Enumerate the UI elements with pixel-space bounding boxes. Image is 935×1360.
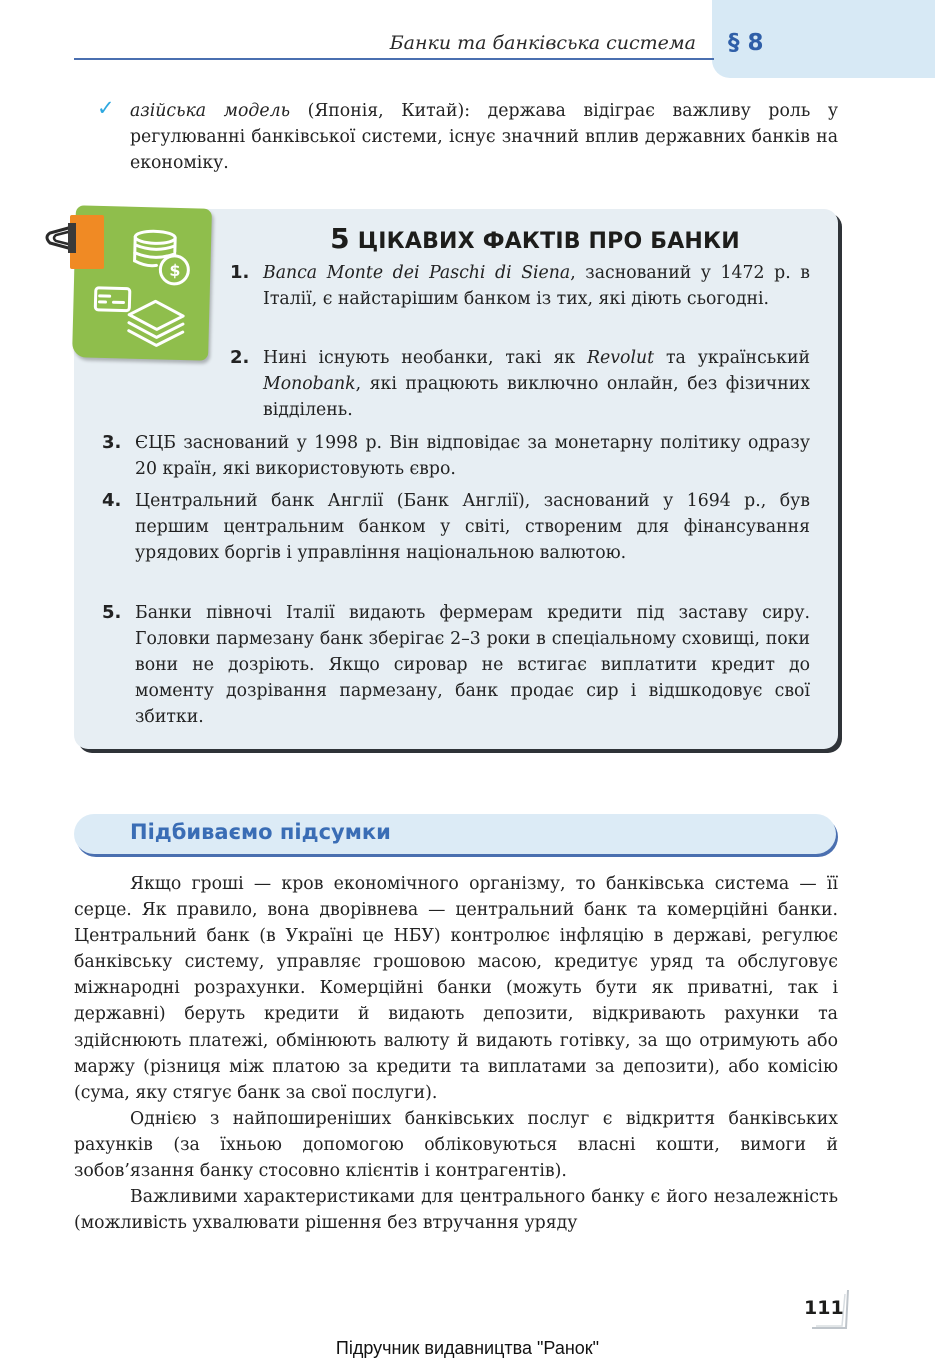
paper-clip-icon bbox=[44, 213, 110, 271]
facts-title-text: ЦІКАВИХ ФАКТІВ ПРО БАНКИ bbox=[357, 229, 740, 254]
fact-number: 3. bbox=[102, 432, 122, 453]
page-number: 111 bbox=[804, 1297, 844, 1319]
asian-model-term: азійська модель bbox=[130, 101, 290, 121]
fact-item-5 bbox=[102, 600, 810, 730]
fact-bank-name: Banca Monte dei Paschi di Siena bbox=[263, 263, 571, 283]
summary-paragraph: Якщо гроші — кров економічного організму, то банківська система — її серце. Як правило, вона дворівнева — центральний банк та комерційні банки. Центральний банк (в Україні це НБУ) контролює інфляцію в державі, регулює банківську систему, управляє грошовою масою, кредитує уряд та обслуговує міжнародні розрахунки. Комерційні банки (можуть бути як приватні, так і державні) беруть кредити й видають депозити, відкривають рахунки та здійснюють платежі, обмінюють валюту й видають готівку, за що отримують або маржу (різниця між платою за кредити та виплатами за депозити), або комісію (сума, яку стягує банк за свої послуги). bbox=[74, 874, 838, 1103]
asian-model-paragraph bbox=[130, 98, 838, 176]
fact-brand-monobank: Monobank bbox=[263, 374, 356, 395]
fact-text: ЄЦБ заснований у 1998 р. Він відповідає за монетарну політику одразу 20 країн, які використовують євро. bbox=[135, 433, 810, 480]
fact-text: Банки півночі Італії видають фермерам кредити під заставу сиру. Головки пармезану банк зберігає 2–3 роки в спеціальному сховищі, поки вони не дозріють. Якщо сировар не встигає виплатити кредит до моменту дозрівання пармезану, банк продає сир і відшкодовує свої збитки. bbox=[135, 603, 810, 728]
fact-item-2 bbox=[230, 345, 810, 423]
fact-item-3 bbox=[102, 430, 810, 482]
header-rule bbox=[74, 58, 714, 60]
fact-text: , які працюють виключно онлайн, без фізичних відділень. bbox=[263, 374, 810, 421]
facts-title bbox=[230, 222, 840, 255]
summary-title: Підбиваємо підсумки bbox=[130, 820, 391, 844]
fact-text: , заснований у 1472 р. в Італії, є найстарішим банком із тих, які діють сьогодні. bbox=[263, 263, 810, 310]
section-number: § 8 bbox=[728, 30, 764, 56]
summary-paragraph: Однією з найпоширеніших банківських послуг є відкриття банківських рахунків (за їхньою допомогою обліковуються власні кошти, вимоги й зобов’язання банку стосовно клієнтів і контрагентів). bbox=[74, 1108, 838, 1182]
svg-text:$: $ bbox=[169, 260, 181, 280]
fact-text: Нині існують необанки, такі як bbox=[263, 348, 588, 368]
fact-number: 4. bbox=[102, 490, 122, 511]
running-header-title: Банки та банківська система bbox=[389, 32, 696, 54]
fact-number: 5. bbox=[102, 602, 122, 623]
facts-title-number: 5 bbox=[330, 222, 350, 255]
fact-item-4 bbox=[102, 488, 810, 566]
fact-brand-revolut: Revolut bbox=[587, 348, 655, 368]
fact-item-1 bbox=[230, 260, 810, 312]
summary-body bbox=[74, 871, 838, 1236]
checkmark-icon: ✓ bbox=[97, 96, 115, 120]
asian-model-text: (Японія, Китай): держава відіграє важливу роль у регулюванні банківської системи, існує значний вплив державних банків на економіку. bbox=[130, 101, 838, 174]
fact-number: 1. bbox=[230, 262, 250, 283]
publisher-footer: Підручник видавництва "Ранок" bbox=[335, 1338, 600, 1358]
fact-text: Центральний банк Англії (Банк Англії), заснований у 1694 р., був першим центральним банком у світі, створеним для фінансування урядових боргів і управління національною валютою. bbox=[135, 491, 810, 564]
summary-paragraph: Важливими характеристиками для центрального банку є його незалежність (можливість ухвалювати рішення без втручання уряду bbox=[74, 1187, 838, 1234]
fact-number: 2. bbox=[230, 347, 250, 368]
fact-text: та український bbox=[654, 348, 810, 368]
